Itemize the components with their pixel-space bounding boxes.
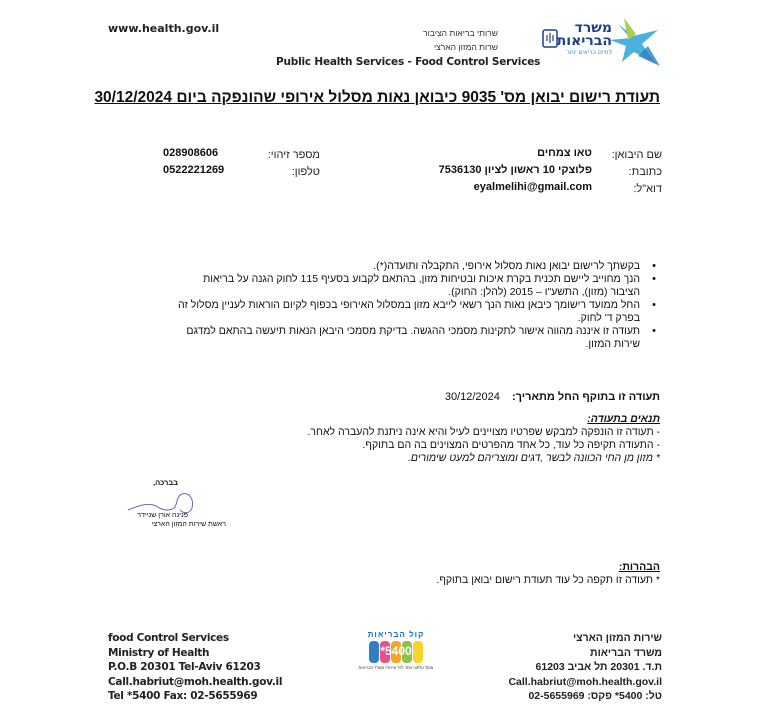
footer-line: משרד הבריאות xyxy=(590,646,662,659)
dept-line-food-service: שרות המזון הארצי xyxy=(433,42,498,52)
signature-greeting: בברכה, xyxy=(152,478,178,487)
footer-line: P.O.B 20301 Tel-Aviv 61203 xyxy=(108,661,261,673)
condition-line: - תעודה זו הונפקה למבקש שפרטיו מצויינים לעיל והיא אינה ניתנת להעברה לאחר. xyxy=(307,426,660,438)
department-names xyxy=(420,26,498,54)
logo-tagline: לחיים בריאים יותר xyxy=(566,49,612,56)
bullet-item: • הנך מחוייב ליישם תכנית בקרת איכות ובטיחות מזון, בהתאם לקבוע בסעיף 115 לחוק הגנה על בריאות הציבור (מזון), התשע"ו – 2015 (להלן: החוק). xyxy=(178,273,662,299)
id-number-value: 028908606 xyxy=(163,147,219,159)
email-label: דוא"ל: xyxy=(633,183,662,195)
phone-value: 0522221269 xyxy=(163,164,225,176)
signatory-name: פנינה אורן שניידר xyxy=(137,512,188,519)
importer-name-value: טאו צמחים xyxy=(537,147,592,159)
kol-logo-title: קול הבריאות xyxy=(367,630,425,639)
id-number-label: מספר זיהוי: xyxy=(267,149,320,161)
condition-line: - התעודה תקיפה כל עוד, כל אחד מהפרטים המצוינים בה הם בתוקף. xyxy=(362,439,660,451)
english-subtitle: Public Health Services - Food Control Services xyxy=(276,56,541,68)
footer-hebrew-contact xyxy=(500,631,662,704)
dept-line-public-health: שרותי בריאות הציבור xyxy=(423,28,498,38)
kol-logo-number-text: *5400 xyxy=(380,644,412,658)
clarification-text: * תעודה זו תקפה כל עוד תעודת רישום יבואן בתוקף. xyxy=(436,574,660,586)
validity-date: 30/12/2024 xyxy=(444,391,500,403)
bullet-item: • החל ממועד רישומך כיבאן נאות הנך רשאי לייבא מזון במסלול האירופי בכפוף לקיום הוראות לעניין מסלול זה בפרק ד' לחוק. xyxy=(178,299,662,325)
bullet-item: • תעודה זו איננה מהווה אישור לתקינות מסמכי ההגשה. בדיקת מסמכי היבאן הנאות תיעשה בהתאם למדגם שירות המזון. xyxy=(178,325,662,351)
address-value: פלוצקי 10 ראשון לציון 7536130 xyxy=(438,164,592,176)
validity-row xyxy=(300,391,660,403)
footer-line: Tel *5400 Fax: 02-5655969 xyxy=(108,690,258,702)
footer-line: שירות המזון הארצי xyxy=(573,632,662,644)
footer-line: food Control Services xyxy=(108,632,229,644)
email-value[interactable]: eyalmelihi@gmail.com xyxy=(473,181,592,193)
phone-label: טלפון: xyxy=(291,166,320,178)
kol-logo-caption: מוקד טלפוני אחד לכל שירותי משרד הבריאות xyxy=(358,665,434,670)
validity-label: תעודה זו בתוקף החל מתאריך: xyxy=(512,391,660,403)
footer-english-contact xyxy=(108,631,282,704)
importer-name-label: שם היבואן: xyxy=(611,149,662,161)
clarifications-section xyxy=(380,561,660,587)
condition-line: * מזון מן החי הכוונה לבשר ,דגים ומוצריהם למעט שימורים. xyxy=(408,452,660,464)
website-url[interactable]: www.health.gov.il xyxy=(108,22,220,35)
signatory-role: ראשת שירות המזון הארצי xyxy=(151,521,226,528)
logo-word-ministry: משרד xyxy=(574,20,612,36)
clarifications-title: הבהרות: xyxy=(618,561,660,573)
address-label: כתובת: xyxy=(628,166,662,178)
footer-line: טל: 5400* פקס: 02-5655969 xyxy=(528,690,662,702)
notice-bullet-list xyxy=(178,260,662,351)
footer-line: Ministry of Health xyxy=(108,646,210,659)
footer-email-link[interactable]: Call.habriut@moh.health.gov.il xyxy=(108,675,283,688)
conditions-title: תנאים בתעודה: xyxy=(587,413,660,425)
signature-block xyxy=(108,478,228,536)
conditions-section xyxy=(280,413,660,465)
kol-habriut-logo xyxy=(356,630,436,680)
certificate-title: תעודת רישום יבואן מס' 9035 כיבואן נאות מסלול אירופי שהונפקה ביום 30/12/2024 xyxy=(94,89,660,106)
logo-word-health: הבריאות xyxy=(556,33,612,49)
bullet-item: • בקשתך לרישום יבואן נאות מסלול אירופי, התקבלה ותועדה(*). xyxy=(178,260,662,273)
footer-email-link[interactable]: Call.habriut@moh.health.gov.il xyxy=(508,675,662,688)
footer-line: ת.ד. 20301 תל אביב 61203 xyxy=(535,661,662,673)
ministry-of-health-logo xyxy=(538,16,663,68)
